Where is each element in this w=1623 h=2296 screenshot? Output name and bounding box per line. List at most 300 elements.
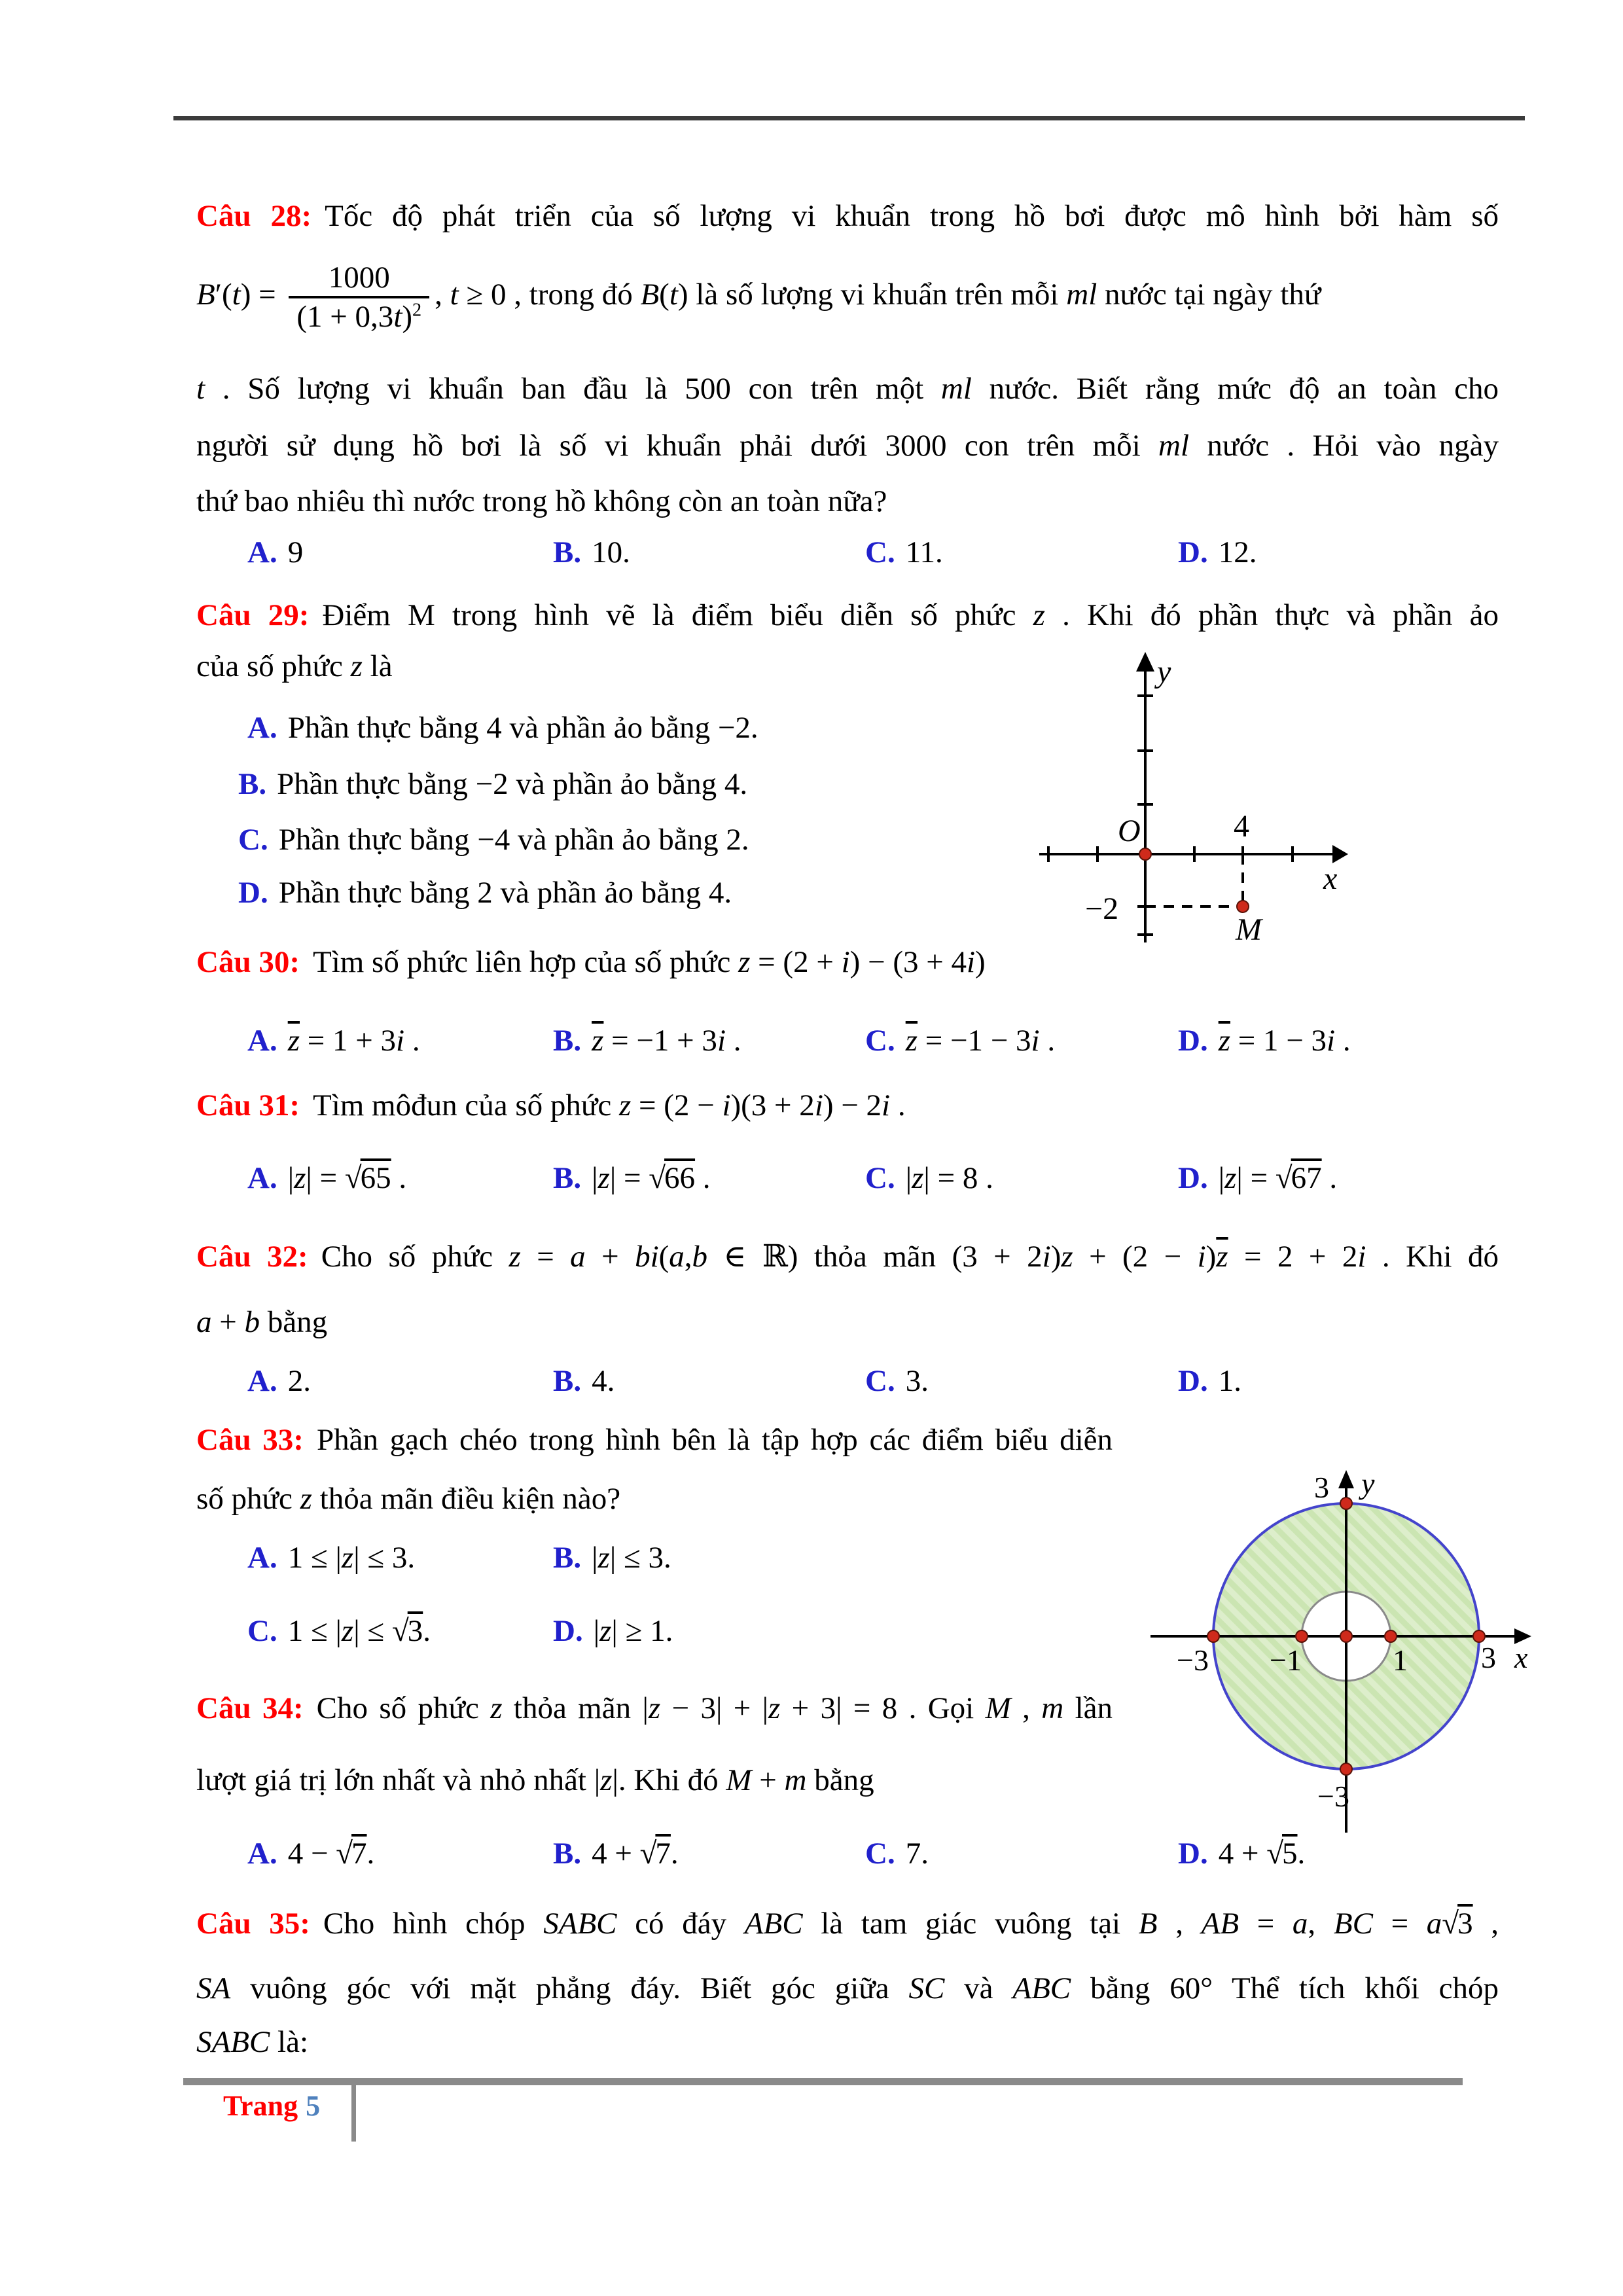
- text-segment: 65: [360, 1161, 391, 1195]
- text-segment: t: [669, 278, 678, 312]
- option-letter: D.: [238, 876, 268, 910]
- text-segment: ml: [1158, 429, 1190, 463]
- text-segment: ): [1205, 1240, 1217, 1274]
- question-29-label: Câu 29:: [196, 598, 310, 632]
- question-31-label: Câu 31:: [196, 1088, 300, 1122]
- option-d: [238, 864, 732, 922]
- question-28-text: [325, 199, 1499, 233]
- option-letter: D.: [1178, 1837, 1208, 1871]
- text-segment: ,: [1308, 1907, 1334, 1941]
- text-segment: thứ bao nhiêu thì nước trong hồ không còn an toàn nữa?: [196, 484, 887, 518]
- text-segment: ): [1050, 1240, 1061, 1274]
- text-segment: .: [366, 1837, 375, 1871]
- text-segment: 4 +: [592, 1837, 640, 1871]
- text-segment: 9: [287, 535, 304, 569]
- text-segment: bi: [635, 1240, 659, 1274]
- text-segment: . Khi đó phần thực và phần ảo: [1044, 598, 1499, 632]
- sqrt-expression: √7: [639, 1837, 671, 1871]
- question-29-text: [196, 649, 393, 683]
- text-segment: Cho hình chóp: [323, 1907, 544, 1941]
- question-33-label: Câu 33:: [196, 1423, 304, 1457]
- question-33-line-2: [196, 1470, 1113, 1528]
- sqrt-expression: √67: [1275, 1161, 1322, 1195]
- text-segment: = −1 + 3: [603, 1024, 717, 1058]
- text-segment: lượt giá trị lớn nhất và nhỏ nhất |: [196, 1763, 601, 1797]
- text-segment: .: [695, 1161, 711, 1195]
- question-30-label: Câu 30:: [196, 945, 300, 979]
- option-letter: A.: [247, 1541, 277, 1575]
- text-segment: t: [393, 300, 402, 334]
- text-segment: + (2 −: [1073, 1240, 1198, 1274]
- text-segment: 66: [664, 1161, 696, 1195]
- text-segment: z: [600, 1763, 613, 1797]
- text-segment: z: [768, 1691, 781, 1725]
- text-segment: = 2 + 2: [1228, 1240, 1358, 1274]
- text-segment: | =: [1236, 1161, 1275, 1195]
- text-segment: B: [1138, 1907, 1158, 1941]
- question-35-line-3: [196, 2013, 1499, 2071]
- text-segment: i: [882, 1088, 891, 1122]
- question-30-line-1: [196, 933, 1499, 991]
- text-segment: z: [599, 1614, 612, 1648]
- text-segment: z: [294, 1161, 306, 1195]
- option-text: [288, 1541, 415, 1575]
- text-segment: ) là số lượng vi khuẩn trên mỗi: [677, 278, 1067, 312]
- question-32-line-2: [196, 1293, 1499, 1351]
- text-segment: Tìm số phức liên hợp của số phức: [312, 945, 739, 979]
- text-segment: = (2 −: [631, 1088, 722, 1122]
- option-letter: D.: [1178, 1024, 1208, 1058]
- text-segment: 4.: [592, 1364, 615, 1398]
- text-segment: i: [717, 1024, 726, 1058]
- option-c: [247, 1602, 431, 1660]
- option-a: [247, 1149, 406, 1207]
- text-segment: nước tại ngày thứ: [1097, 278, 1321, 312]
- text-segment: M: [726, 1763, 752, 1797]
- text-segment: i: [1031, 1024, 1040, 1058]
- text-segment: 1.: [1218, 1364, 1241, 1398]
- text-segment: bằng 60° Thể tích khối chóp: [1071, 1971, 1499, 2005]
- text-segment: 2.: [287, 1364, 311, 1398]
- question-28-text: [196, 484, 887, 518]
- option-letter: A.: [247, 535, 277, 569]
- option-text: [277, 767, 747, 801]
- x-3-label: 3: [1481, 1641, 1496, 1674]
- text-segment: z: [341, 1541, 354, 1575]
- text-segment: ,: [1472, 1907, 1499, 1941]
- option-c: [865, 1352, 929, 1410]
- text-segment: $\overline{z}$: [905, 1024, 918, 1058]
- option-b: [553, 1529, 671, 1587]
- text-segment: i: [966, 945, 976, 979]
- text-segment: 7: [351, 1837, 367, 1871]
- text-segment: t: [232, 278, 241, 312]
- text-segment: thỏa mãn |: [502, 1691, 649, 1725]
- question-28-formula: [196, 230, 1499, 359]
- sqrt-expression: √65: [344, 1161, 391, 1195]
- sqrt-expression: √3: [1442, 1907, 1473, 1941]
- question-33-text: [317, 1423, 1113, 1457]
- option-d: [1178, 1012, 1351, 1069]
- text-segment: z: [648, 1691, 661, 1725]
- text-segment: là tam giác vuông tại: [802, 1907, 1139, 1941]
- option-a: [247, 1012, 420, 1069]
- option-letter: A.: [247, 1364, 277, 1398]
- option-text: [906, 1837, 929, 1871]
- text-segment: i: [396, 1024, 405, 1058]
- text-segment: 1 ≤ |: [287, 1614, 342, 1648]
- option-c: [865, 524, 943, 581]
- option-letter: D.: [1178, 1364, 1208, 1398]
- text-segment: là: [362, 649, 393, 683]
- question-34-line-2: [196, 1751, 1113, 1809]
- text-segment: ABC: [744, 1907, 803, 1941]
- text-segment: i: [1042, 1240, 1051, 1274]
- option-text: [288, 1364, 311, 1398]
- text-segment: 7: [655, 1837, 671, 1871]
- question-28-text: [196, 372, 1499, 406]
- option-text: [288, 1837, 375, 1871]
- question-32-line-1: [196, 1228, 1499, 1285]
- option-text: [1219, 1364, 1241, 1398]
- option-text: [592, 1024, 741, 1058]
- x-axis-label: x: [1514, 1641, 1528, 1674]
- text-segment: |: [287, 1161, 294, 1195]
- footer-divider: [351, 2085, 356, 2142]
- option-c: [238, 811, 749, 869]
- text-segment: z: [597, 1541, 610, 1575]
- text-segment: BC: [1333, 1907, 1373, 1941]
- text-segment: z: [341, 1614, 354, 1648]
- text-segment: nước . Hỏi vào ngày: [1189, 429, 1499, 463]
- option-text: [594, 1614, 673, 1648]
- text-segment: | ≤ 3.: [609, 1541, 671, 1575]
- x-minus1-label: −1: [1270, 1643, 1302, 1677]
- text-segment: .: [1039, 1024, 1056, 1058]
- text-segment: 3: [407, 1614, 423, 1648]
- option-text: [906, 1161, 993, 1195]
- option-letter: A.: [247, 1837, 277, 1871]
- text-segment: số phức: [196, 1482, 300, 1516]
- option-letter: B.: [553, 535, 582, 569]
- option-text: [592, 1837, 679, 1871]
- text-segment: | ≥ 1.: [611, 1614, 673, 1648]
- text-segment: ,: [684, 1240, 692, 1274]
- option-text: [592, 1541, 671, 1575]
- question-35-text: [196, 1971, 1499, 2005]
- bottom-minus3-label: −3: [1317, 1780, 1349, 1813]
- option-letter: D.: [553, 1614, 583, 1648]
- option-letter: D.: [1178, 535, 1208, 569]
- text-segment: = (2 +: [750, 945, 842, 979]
- question-34-line-1: [196, 1679, 1113, 1737]
- option-letter: B.: [553, 1024, 582, 1058]
- text-segment: .: [670, 1837, 679, 1871]
- sqrt-expression: √7: [336, 1837, 367, 1871]
- text-segment: 4 −: [287, 1837, 336, 1871]
- y-axis-label: y: [1361, 1467, 1375, 1500]
- text-segment: lần: [1063, 1691, 1113, 1725]
- question-34-label: Câu 34:: [196, 1691, 304, 1725]
- text-segment: z: [350, 649, 363, 683]
- text-segment: có đáy: [616, 1907, 745, 1941]
- question-28-label: Câu 28:: [196, 199, 312, 233]
- option-text: [279, 823, 749, 857]
- page-number-value: 5: [306, 2090, 321, 2122]
- question-29-line-1: [196, 586, 1499, 644]
- sqrt-expression: √3: [391, 1614, 423, 1648]
- option-text: [288, 1161, 406, 1195]
- option-letter: A.: [247, 1161, 277, 1195]
- question-28-line-4: [196, 417, 1499, 475]
- text-segment: ) − (3 + 4: [849, 945, 967, 979]
- text-segment: ′(: [215, 278, 232, 312]
- text-segment: B: [196, 278, 215, 312]
- text-segment: .: [1335, 1024, 1351, 1058]
- option-text: [288, 1614, 431, 1648]
- option-b: [553, 1149, 711, 1207]
- text-segment: bằng: [260, 1305, 328, 1339]
- text-segment: |: [905, 1161, 912, 1195]
- text-segment: − 3| + |: [660, 1691, 769, 1725]
- question-31-options: [196, 1149, 1499, 1207]
- text-segment: của số phức: [196, 649, 351, 683]
- text-segment: = 1 − 3: [1230, 1024, 1327, 1058]
- option-b: [553, 1012, 741, 1069]
- option-a: [247, 1352, 311, 1410]
- text-segment: z: [912, 1161, 924, 1195]
- option-text: [906, 1364, 929, 1398]
- text-segment: z: [490, 1691, 503, 1725]
- y-value-label: −2: [1085, 891, 1119, 926]
- option-letter: B.: [238, 767, 267, 801]
- text-segment: 5: [1282, 1837, 1298, 1871]
- question-34-text: [196, 1763, 874, 1797]
- text-segment: ABC: [1012, 1971, 1071, 2005]
- text-segment: người sử dụng hồ bơi là số vi khuẩn phải dưới 3000 con trên mỗi: [196, 429, 1159, 463]
- text-segment: t: [450, 278, 459, 312]
- option-text: [288, 535, 304, 569]
- text-segment: z: [597, 1161, 610, 1195]
- page-number-label: Trang: [223, 2090, 298, 2122]
- question-35-line-1: [196, 1895, 1499, 1952]
- option-text: [1219, 1161, 1337, 1195]
- text-segment: +: [751, 1763, 785, 1797]
- text-segment: là:: [270, 2025, 309, 2059]
- text-segment: SABC: [543, 1907, 617, 1941]
- text-segment: .: [890, 1088, 906, 1122]
- text-segment: $\overline{z}$: [592, 1024, 604, 1058]
- option-letter: C.: [865, 1024, 895, 1058]
- page-number: [223, 2089, 320, 2124]
- text-segment: $\overline{z}$: [1218, 1024, 1230, 1058]
- text-segment: (1 + 0,3: [296, 300, 394, 334]
- option-b: [553, 1825, 679, 1882]
- text-segment: bằng: [806, 1763, 874, 1797]
- text-segment: Tìm môđun của số phức: [312, 1088, 619, 1122]
- x-value-label: 4: [1234, 809, 1249, 844]
- option-text: [592, 1161, 710, 1195]
- option-letter: C.: [865, 1161, 895, 1195]
- option-a: [247, 699, 758, 757]
- text-segment: z: [300, 1482, 312, 1516]
- text-segment: 10.: [592, 535, 630, 569]
- annulus-figure-q33: [1124, 1414, 1548, 1839]
- text-segment: +: [211, 1305, 245, 1339]
- origin-label: O: [1118, 814, 1141, 848]
- text-segment: 12.: [1218, 535, 1257, 569]
- y-axis-label: y: [1157, 655, 1171, 689]
- text-segment: z: [1224, 1161, 1237, 1195]
- header-rule: [173, 116, 1525, 120]
- question-28-line-5: [196, 473, 1499, 530]
- text-segment: i: [722, 1088, 731, 1122]
- text-segment: M: [985, 1691, 1011, 1725]
- fraction: [289, 259, 429, 336]
- text-segment: a: [196, 1305, 212, 1339]
- text-segment: b: [244, 1305, 260, 1339]
- text-segment: ,: [1010, 1691, 1042, 1725]
- option-b: [553, 1352, 615, 1410]
- option-c: [865, 1149, 993, 1207]
- complex-plane-figure-q29: [1008, 641, 1348, 949]
- text-segment: ,: [435, 278, 450, 312]
- option-letter: B.: [553, 1541, 582, 1575]
- option-letter: A.: [247, 1024, 277, 1058]
- x-1-label: 1: [1393, 1643, 1408, 1677]
- text-segment: i: [1357, 1240, 1366, 1274]
- text-segment: .: [423, 1614, 431, 1648]
- text-segment: $\overline{z}$: [1216, 1240, 1228, 1274]
- sqrt-expression: √66: [649, 1161, 696, 1195]
- text-segment: i: [1197, 1240, 1206, 1274]
- text-segment: . Số lượng vi khuẩn ban đầu là 500 con trên một: [205, 372, 941, 406]
- text-segment: 1 ≤ |: [287, 1541, 342, 1575]
- option-letter: A.: [247, 711, 277, 745]
- text-segment: Phần thực bằng 4 và phần ảo bằng −2.: [287, 711, 758, 745]
- text-segment: i: [841, 945, 850, 979]
- text-segment: Cho số phức: [321, 1240, 509, 1274]
- question-30-options: [196, 1012, 1499, 1069]
- text-segment: ) − 2: [823, 1088, 882, 1122]
- text-segment: ) =: [240, 278, 284, 312]
- text-segment: .: [1321, 1161, 1338, 1195]
- question-35-label: Câu 35:: [196, 1907, 310, 1941]
- text-segment: SABC: [196, 2025, 270, 2059]
- text-segment: t: [196, 372, 205, 406]
- text-segment: Phần gạch chéo trong hình bên là tập hợp các điểm biểu diễn: [316, 1423, 1113, 1457]
- text-segment: 67: [1291, 1161, 1322, 1195]
- text-segment: a: [1426, 1907, 1442, 1941]
- option-text: [288, 711, 758, 745]
- text-segment: Điểm M trong hình vẽ là điểm biểu diễn số phức: [322, 598, 1033, 632]
- option-letter: B.: [553, 1161, 582, 1195]
- question-33-text: [196, 1482, 620, 1516]
- option-letter: D.: [1178, 1161, 1208, 1195]
- text-segment: = −1 − 3: [918, 1024, 1031, 1058]
- option-letter: C.: [865, 1364, 895, 1398]
- text-segment: |: [592, 1161, 598, 1195]
- text-segment: .: [391, 1161, 407, 1195]
- text-segment: SA: [196, 1971, 231, 2005]
- question-33-line-1: [196, 1411, 1113, 1469]
- option-letter: B.: [553, 1364, 582, 1398]
- y-axis-arrow: [1338, 1470, 1354, 1488]
- x-minus3-label: −3: [1177, 1643, 1209, 1677]
- point-m-dot: [1237, 901, 1249, 912]
- text-segment: 3.: [905, 1364, 929, 1398]
- y-axis-arrow: [1136, 652, 1154, 672]
- text-segment: Cho số phức: [316, 1691, 491, 1725]
- text-segment: + 3| = 8 . Gọi: [780, 1691, 986, 1725]
- text-segment: ,: [1157, 1907, 1202, 1941]
- option-letter: B.: [553, 1837, 582, 1871]
- text-segment: 3: [1457, 1907, 1473, 1941]
- text-segment: | ≤ 3.: [353, 1541, 416, 1575]
- text-segment: (: [659, 278, 669, 312]
- option-letter: C.: [247, 1614, 277, 1648]
- question-29-text: [322, 598, 1499, 632]
- option-a: [247, 1529, 415, 1587]
- text-segment: =: [1372, 1907, 1427, 1941]
- text-segment: vuông góc với mặt phẳng đáy. Biết góc giữa: [230, 1971, 909, 2005]
- option-d: [1178, 1149, 1337, 1207]
- text-segment: | =: [609, 1161, 649, 1195]
- text-segment: m: [784, 1763, 807, 1797]
- text-segment: Tốc độ phát triển của số lượng vi khuẩn trong hồ bơi được mô hình bởi hàm số: [325, 199, 1499, 233]
- question-35-text: [196, 2025, 308, 2059]
- text-segment: 11.: [905, 535, 943, 569]
- text-segment: (: [658, 1240, 669, 1274]
- option-letter: C.: [238, 823, 268, 857]
- text-segment: ∈ ℝ) thỏa mãn (3 + 2: [707, 1240, 1043, 1274]
- text-segment: $\overline{z}$: [287, 1024, 300, 1058]
- question-28-options: [196, 524, 1499, 581]
- option-d: [1178, 1825, 1305, 1882]
- text-segment: SC: [908, 1971, 945, 2005]
- option-a: [247, 524, 303, 581]
- text-segment: Phần thực bằng 2 và phần ảo bằng 4.: [278, 876, 732, 910]
- formula-b-prime: [196, 260, 1321, 334]
- option-d: [1178, 1352, 1241, 1410]
- text-segment: a: [570, 1240, 586, 1274]
- text-segment: z: [1033, 598, 1045, 632]
- text-segment: ): [975, 945, 986, 979]
- text-segment: z: [738, 945, 751, 979]
- option-c: [865, 1825, 929, 1882]
- point-m-label: M: [1236, 912, 1262, 947]
- question-34-options: [196, 1825, 1499, 1882]
- question-31-text: [313, 1088, 906, 1122]
- option-c: [865, 1012, 1055, 1069]
- option-text: [1219, 535, 1257, 569]
- question-32-text: [196, 1305, 327, 1339]
- text-segment: a: [669, 1240, 685, 1274]
- text-segment: )(3 + 2: [730, 1088, 815, 1122]
- text-segment: nước. Biết rằng mức độ an toàn cho: [971, 372, 1499, 406]
- text-segment: b: [692, 1240, 708, 1274]
- text-segment: Phần thực bằng −2 và phần ảo bằng 4.: [277, 767, 748, 801]
- question-28-text: [196, 429, 1499, 463]
- option-letter: C.: [865, 1837, 895, 1871]
- top-3-label: 3: [1314, 1471, 1329, 1504]
- text-segment: a: [1292, 1907, 1308, 1941]
- option-text: [592, 535, 630, 569]
- text-segment: | ≤: [353, 1614, 392, 1648]
- question-30-text: [313, 945, 986, 979]
- text-segment: 4 +: [1218, 1837, 1267, 1871]
- option-letter: C.: [865, 535, 895, 569]
